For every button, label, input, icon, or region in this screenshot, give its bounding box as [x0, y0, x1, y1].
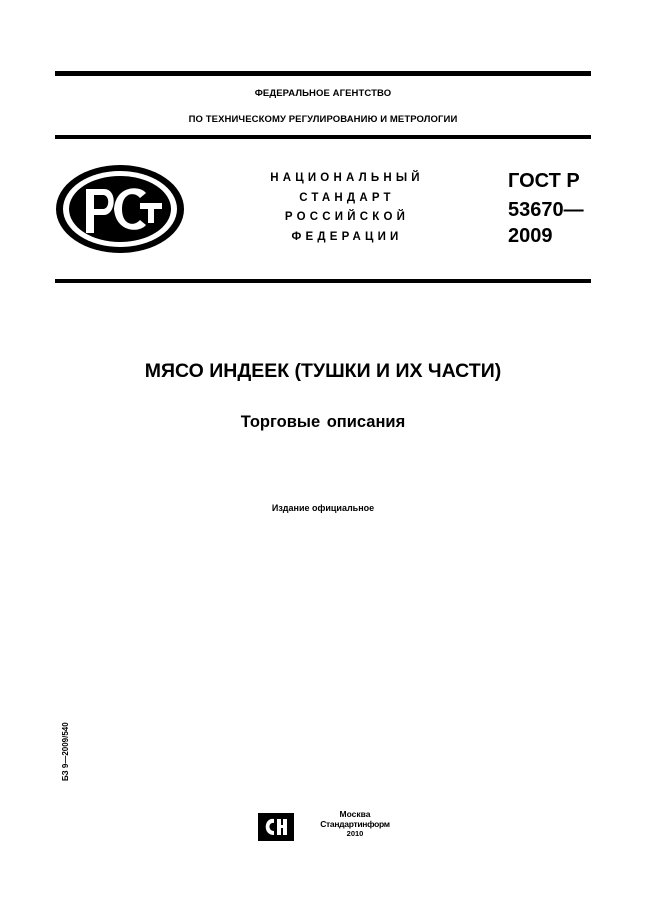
publisher-imprint: [312, 809, 398, 839]
top-rule: [55, 71, 591, 76]
header-bottom-rule: [55, 279, 591, 283]
agency-name-line-1: ФЕДЕРАЛЬНОЕ АГЕНТСТВО: [254, 88, 392, 99]
header-rule: [55, 135, 591, 139]
standard-designation-line-3: 2009: [508, 225, 553, 247]
publication-year: 2010: [346, 829, 364, 838]
document-subtitle: Торговые описания: [240, 413, 406, 431]
publisher-city: Москва: [339, 809, 371, 819]
standard-designation-line-1: ГОСТ Р: [508, 170, 580, 192]
publisher-name: Стандартинформ: [320, 819, 390, 829]
standartinform-logo-icon: [258, 813, 294, 841]
agency-name-line-2: ПО ТЕХНИЧЕСКОМУ РЕГУЛИРОВАНИЮ И МЕТРОЛОГИИ: [188, 114, 458, 125]
standard-type-line-2: СТАНДАРТ: [299, 192, 395, 204]
margin-registration-note: БЗ 9—2009/540: [61, 722, 70, 781]
standard-type-line-3: РОССИЙСКОЙ: [284, 211, 410, 223]
edition-note: Издание официальное: [271, 503, 375, 513]
standard-type-line-4: ФЕДЕРАЦИИ: [291, 231, 403, 243]
standard-designation-line-2: 53670—: [508, 199, 584, 221]
standard-type-line-1: НАЦИОНАЛЬНЫЙ: [270, 172, 424, 184]
rst-certification-mark-icon: [54, 163, 186, 255]
document-title: МЯСО ИНДЕЕК (ТУШКИ И ИХ ЧАСТИ): [144, 360, 502, 382]
